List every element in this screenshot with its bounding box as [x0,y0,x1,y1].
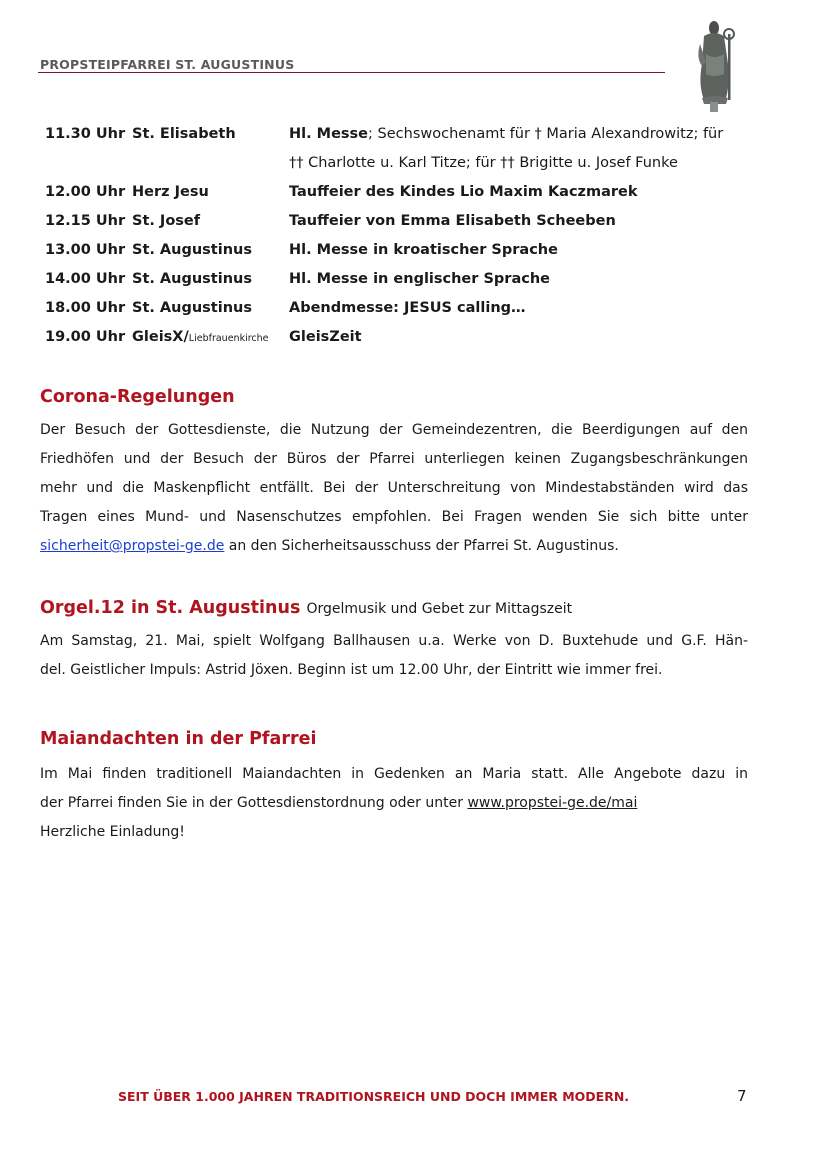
paragraph-line: mehr und die Maskenpflicht entfällt. Bei der Unterschreitung von Mindestabständen wird das [40,480,748,496]
website-link[interactable]: www.propstei-ge.de/mai [467,795,638,811]
corona-paragraph [40,416,748,561]
email-link[interactable]: sicherheit@propstei-ge.de [40,538,225,554]
paragraph-line: Tragen eines Mund- und Nasenschutzes empfohlen. Bei Fragen wenden Sie sich bitte unter [40,509,748,525]
service-description [289,120,723,149]
paragraph-line: Herzliche Einladung! [40,824,185,840]
schedule-row [45,265,765,294]
service-location: St. Augustinus [132,242,252,258]
schedule-row [45,207,765,236]
service-title: GleisZeit [289,329,362,345]
paragraph-line [40,789,748,818]
service-title: Tauffeier von Emma Elisabeth Scheeben [289,213,616,229]
paragraph-line: del. Geistlicher Impuls: Astrid Jöxen. Beginn ist um 12.00 Uhr, der Eintritt wie immer frei. [40,662,663,678]
schedule-row [45,236,765,265]
service-schedule [45,120,765,352]
paragraph-line: Der Besuch der Gottesdienste, die Nutzung der Gemeindezentren, die Beerdigungen auf den [40,422,748,438]
paragraph-line: Am Samstag, 21. Mai, spielt Wolfgang Ballhausen u.a. Werke von D. Buxtehude und G.F. Hän- [40,633,748,649]
paragraph-line [40,532,748,561]
service-time: 13.00 Uhr [45,242,126,258]
service-location [132,323,269,353]
orgel-heading [40,598,572,618]
service-title: Tauffeier des Kindes Lio Maxim Kaczmarek [289,184,638,200]
service-title: Hl. Messe in kroatischer Sprache [289,242,558,258]
corona-heading: Corona-Regelungen [40,387,235,407]
service-title: Hl. Messe [289,126,369,142]
service-location: St. Elisabeth [132,126,236,142]
service-details: ; Sechswochenamt für † Maria Alexandrowitz; für [368,126,724,142]
page-number: 7 [737,1087,747,1105]
paragraph-line: Im Mai finden traditionell Maiandachten in Gedenken an Maria statt. Alle Angebote dazu in [40,766,748,782]
schedule-row-continuation [45,149,765,178]
schedule-row [45,294,765,323]
service-time: 11.30 Uhr [45,126,126,142]
service-title: Abendmesse: JESUS calling… [289,300,526,316]
orgel-paragraph [40,627,748,685]
location-subname: Liebfrauenkirche [188,333,269,344]
schedule-row [45,323,765,352]
service-location: St. Augustinus [132,271,252,287]
service-location: St. Josef [132,213,201,229]
maiandachten-paragraph [40,760,748,847]
footer-slogan: SEIT ÜBER 1.000 JAHREN TRADITIONSREICH UND DOCH IMMER MODERN. [118,1089,630,1104]
service-title: Hl. Messe in englischer Sprache [289,271,550,287]
service-time: 12.00 Uhr [45,184,126,200]
service-time: 14.00 Uhr [45,271,126,287]
parish-name: PROPSTEIPFARREI ST. AUGUSTINUS [40,57,295,72]
header-divider [38,72,665,73]
maiandachten-heading: Maiandachten in der Pfarrei [40,729,317,749]
orgel-subtitle: Orgelmusik und Gebet zur Mittagszeit [306,601,573,617]
paragraph-line: Friedhöfen und der Besuch der Büros der Pfarrei unterliegen keinen Zugangsbeschränkungen [40,451,748,467]
schedule-row [45,120,765,149]
location-name: GleisX/ [132,329,189,345]
service-time: 18.00 Uhr [45,300,126,316]
orgel-title: Orgel.12 in St. Augustinus [40,598,301,618]
email-line-rest: an den Sicherheitsausschuss der Pfarrei St. Augustinus. [224,538,619,554]
service-time: 12.15 Uhr [45,213,126,229]
schedule-row [45,178,765,207]
service-time: 19.00 Uhr [45,329,126,345]
service-details-line2: †† Charlotte u. Karl Titze; für †† Brigitte u. Josef Funke [289,155,678,171]
service-location: Herz Jesu [132,184,209,200]
statue-icon [690,14,750,114]
link-intro: der Pfarrei finden Sie in der Gottesdienstordnung oder unter [40,795,468,811]
service-location: St. Augustinus [132,300,252,316]
